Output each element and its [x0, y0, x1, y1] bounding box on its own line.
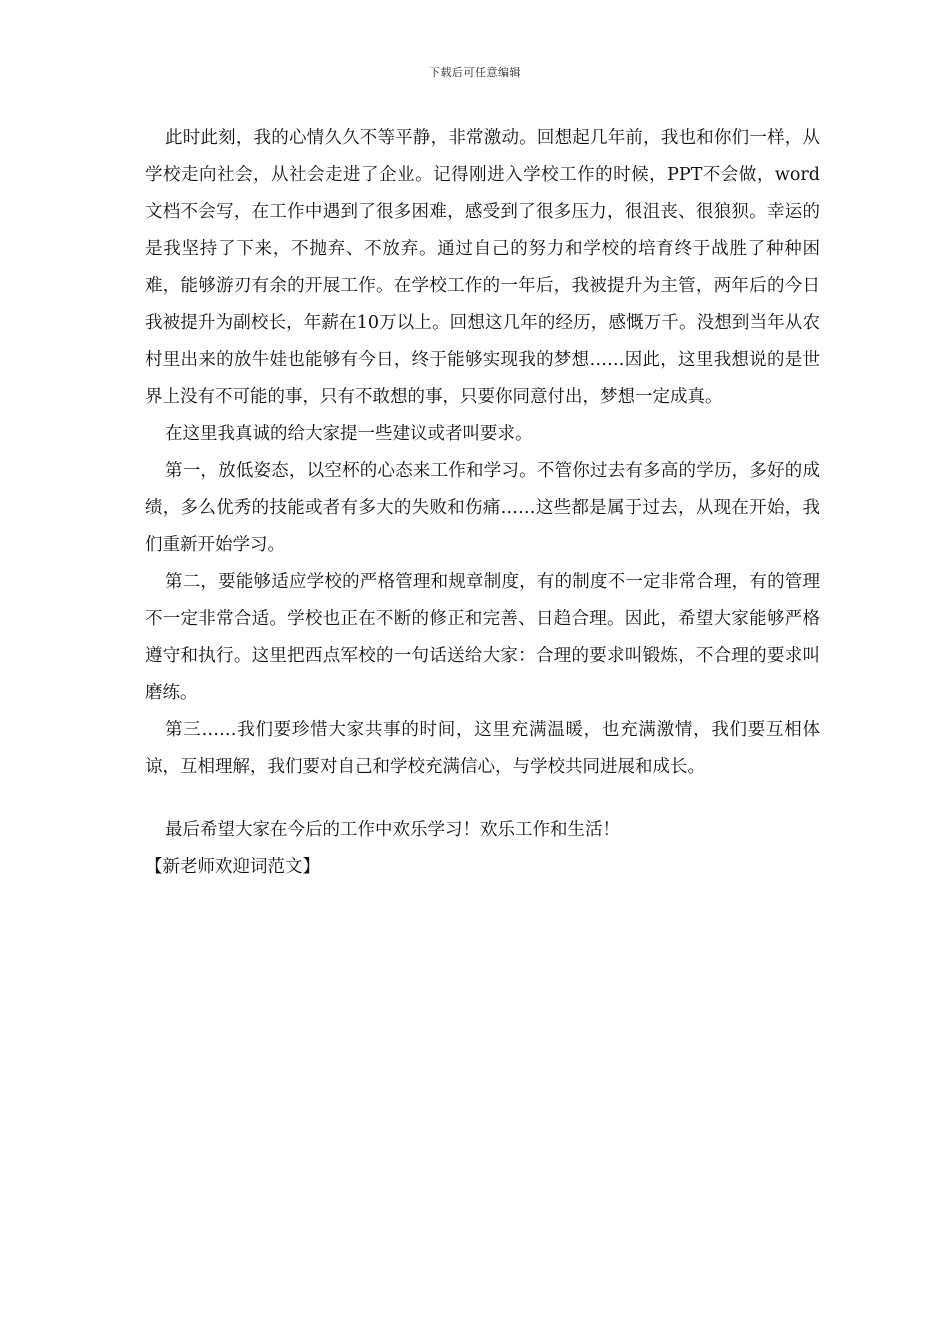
paragraph-point-two: 第二，要能够适应学校的严格管理和规章制度，有的制度不一定非常合理，有的管理不一定非常合适。学校也正在不断的修正和完善、日趋合理。因此，希望大家能够严格遵守和执行。这里把西点军校的一句话送给大家：合理的要求叫锻炼，不合理的要求叫磨练。: [145, 572, 820, 703]
section-title: 【新老师欢迎词范文】: [145, 857, 320, 877]
paragraph-point-three: 第三……我们要珍惜大家共事的时间，这里充满温暖，也充满激情，我们要互相体谅，互相理解，我们要对自己和学校充满信心，与学校共同进展和成长。: [145, 720, 820, 777]
paragraph-closing: 最后希望大家在今后的工作中欢乐学习！欢乐工作和生活！: [165, 820, 620, 840]
page-header: 下载后可任意编辑: [429, 66, 521, 79]
paragraph-suggestion-lead: 在这里我真诚的给大家提一些建议或者叫要求。: [165, 424, 533, 444]
paragraph-spacer: [145, 786, 820, 812]
document-body: [145, 120, 820, 886]
paragraph-point-one: 第一，放低姿态，以空杯的心态来工作和学习。不管你过去有多高的学历，多好的成绩，多么优秀的技能或者有多大的失败和伤痛……这些都是属于过去，从现在开始，我们重新开始学习。: [145, 461, 820, 555]
paragraph-intro: 此时此刻，我的心情久久不等平静，非常激动。回想起几年前，我也和你们一样，从学校走向社会，从社会走进了企业。记得刚进入学校工作的时候，PPT不会做，word文档不会写，在工作中遇到了很多困难，感受到了很多压力，很沮丧、很狼狈。幸运的是我坚持了下来，不抛弃、不放弃。通过自己的努力和学校的培育终于战胜了种种困难，能够游刃有余的开展工作。在学校工作的一年后，我被提升为主管，两年后的今日我被提升为副校长，年薪在10万以上。回想这几年的经历，感慨万千。没想到当年从农村里出来的放牛娃也能够有今日，终于能够实现我的梦想……因此，这里我想说的是世界上没有不可能的事，只有不敢想的事，只要你同意付出，梦想一定成真。: [145, 128, 820, 407]
